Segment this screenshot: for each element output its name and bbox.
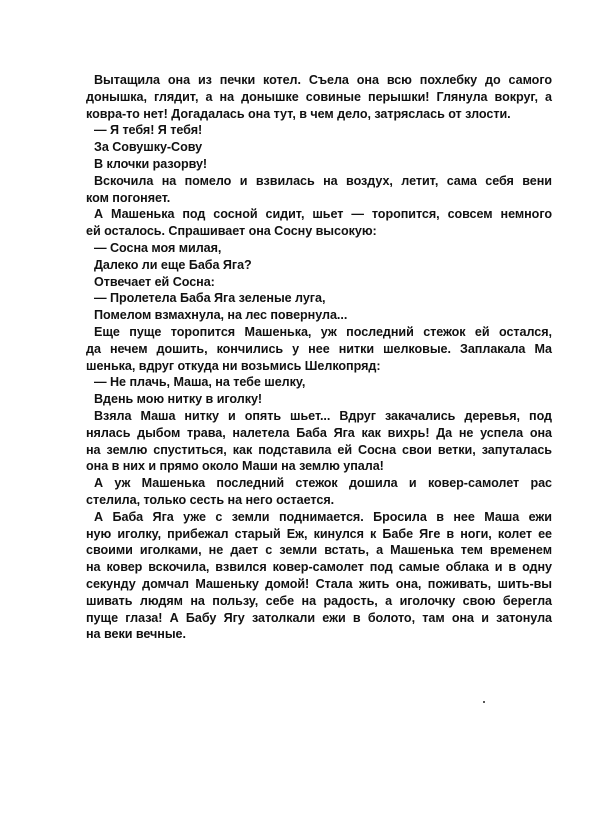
verse-line: — Не плачь, Маша, на тебе шелку, — [94, 375, 306, 390]
verse-line: За Совушку-Сову — [94, 140, 203, 155]
text-line: да нечем дошить, кончились у нее нитки шелковые. Заплакала Ма — [86, 341, 552, 356]
scan-speck — [483, 701, 485, 703]
text-line: на ковер вскочила, взвился ковер-самолет под самые облака и в одну — [86, 560, 552, 575]
text-line: стелила, только сесть на него остается. — [86, 492, 335, 507]
text-line: Еще пуще торопится Машенька, уж последний стежок ей остался, — [94, 324, 552, 339]
text-line: ковра-то нет! Догадалась она тут, в чем дело, затряслась от злости. — [86, 106, 511, 121]
text-line: она в них и прямо около Маши на землю упала! — [86, 459, 384, 474]
text-line: на веки вечные. — [86, 627, 186, 642]
text-line: Вскочила на помело и взвилась на воздух, летит, сама себя вени — [94, 173, 552, 188]
text-line: донышка, глядит, а на донышке совиные перышки! Глянула вокруг, а — [86, 89, 552, 104]
verse-line: В клочки разорву! — [94, 156, 208, 171]
verse-line: — Пролетела Баба Яга зеленые луга, — [94, 291, 326, 306]
text-line: секунду домчал Машеньку домой! Стала жить она, поживать, шить-вы — [86, 576, 552, 591]
verse-line: — Сосна моя милая, — [94, 240, 222, 255]
text-line: А уж Машенька последний стежок дошила и ковер-самолет рас — [94, 476, 552, 491]
text-line: А Машенька под сосной сидит, шьет — торопится, совсем немного — [94, 207, 552, 222]
text-line: Отвечает ей Сосна: — [94, 274, 215, 289]
text-line: ную иголку, прибежал старый Еж, кинулся к Бабе Яге в ноги, колет ее — [86, 526, 552, 541]
verse-line: Далеко ли еще Баба Яга? — [94, 257, 252, 272]
text-line: нялась дыбом трава, налетела Баба Яга как вихрь! Да не успела она — [86, 425, 552, 440]
text-line: своими иголками, не дает с земли встать, а Машенька тем временем — [86, 543, 552, 558]
text-line: на землю спуститься, как подставила ей Сосна свои ветки, запуталась — [86, 442, 552, 457]
verse-line: Помелом взмахнула, на лес повернула... — [94, 308, 348, 323]
text-line: ей осталось. Спрашивает она Сосну высокую: — [86, 224, 377, 239]
text-line: ком погоняет. — [86, 190, 171, 205]
text-line: А Баба Яга уже с земли поднимается. Бросила в нее Маша ежи — [94, 509, 552, 524]
story-text — [86, 72, 552, 643]
text-line: шенька, вдруг откуда ни возьмись Шелкопряд: — [86, 358, 381, 373]
text-line: Вытащила она из печки котел. Съела она всю похлебку до самого — [94, 73, 552, 87]
text-line: Взяла Маша нитку и опять шьет... Вдруг закачались деревья, под — [94, 408, 552, 423]
verse-line: — Я тебя! Я тебя! — [94, 123, 203, 138]
text-line: пуще глаза! А Бабу Ягу затолкали ежи в болото, там она и затонула — [86, 610, 552, 625]
text-line: шивать людям на пользу, себе на радость, а иголочку свою берегла — [86, 593, 552, 608]
verse-line: Вдень мою нитку в иголку! — [94, 392, 263, 407]
